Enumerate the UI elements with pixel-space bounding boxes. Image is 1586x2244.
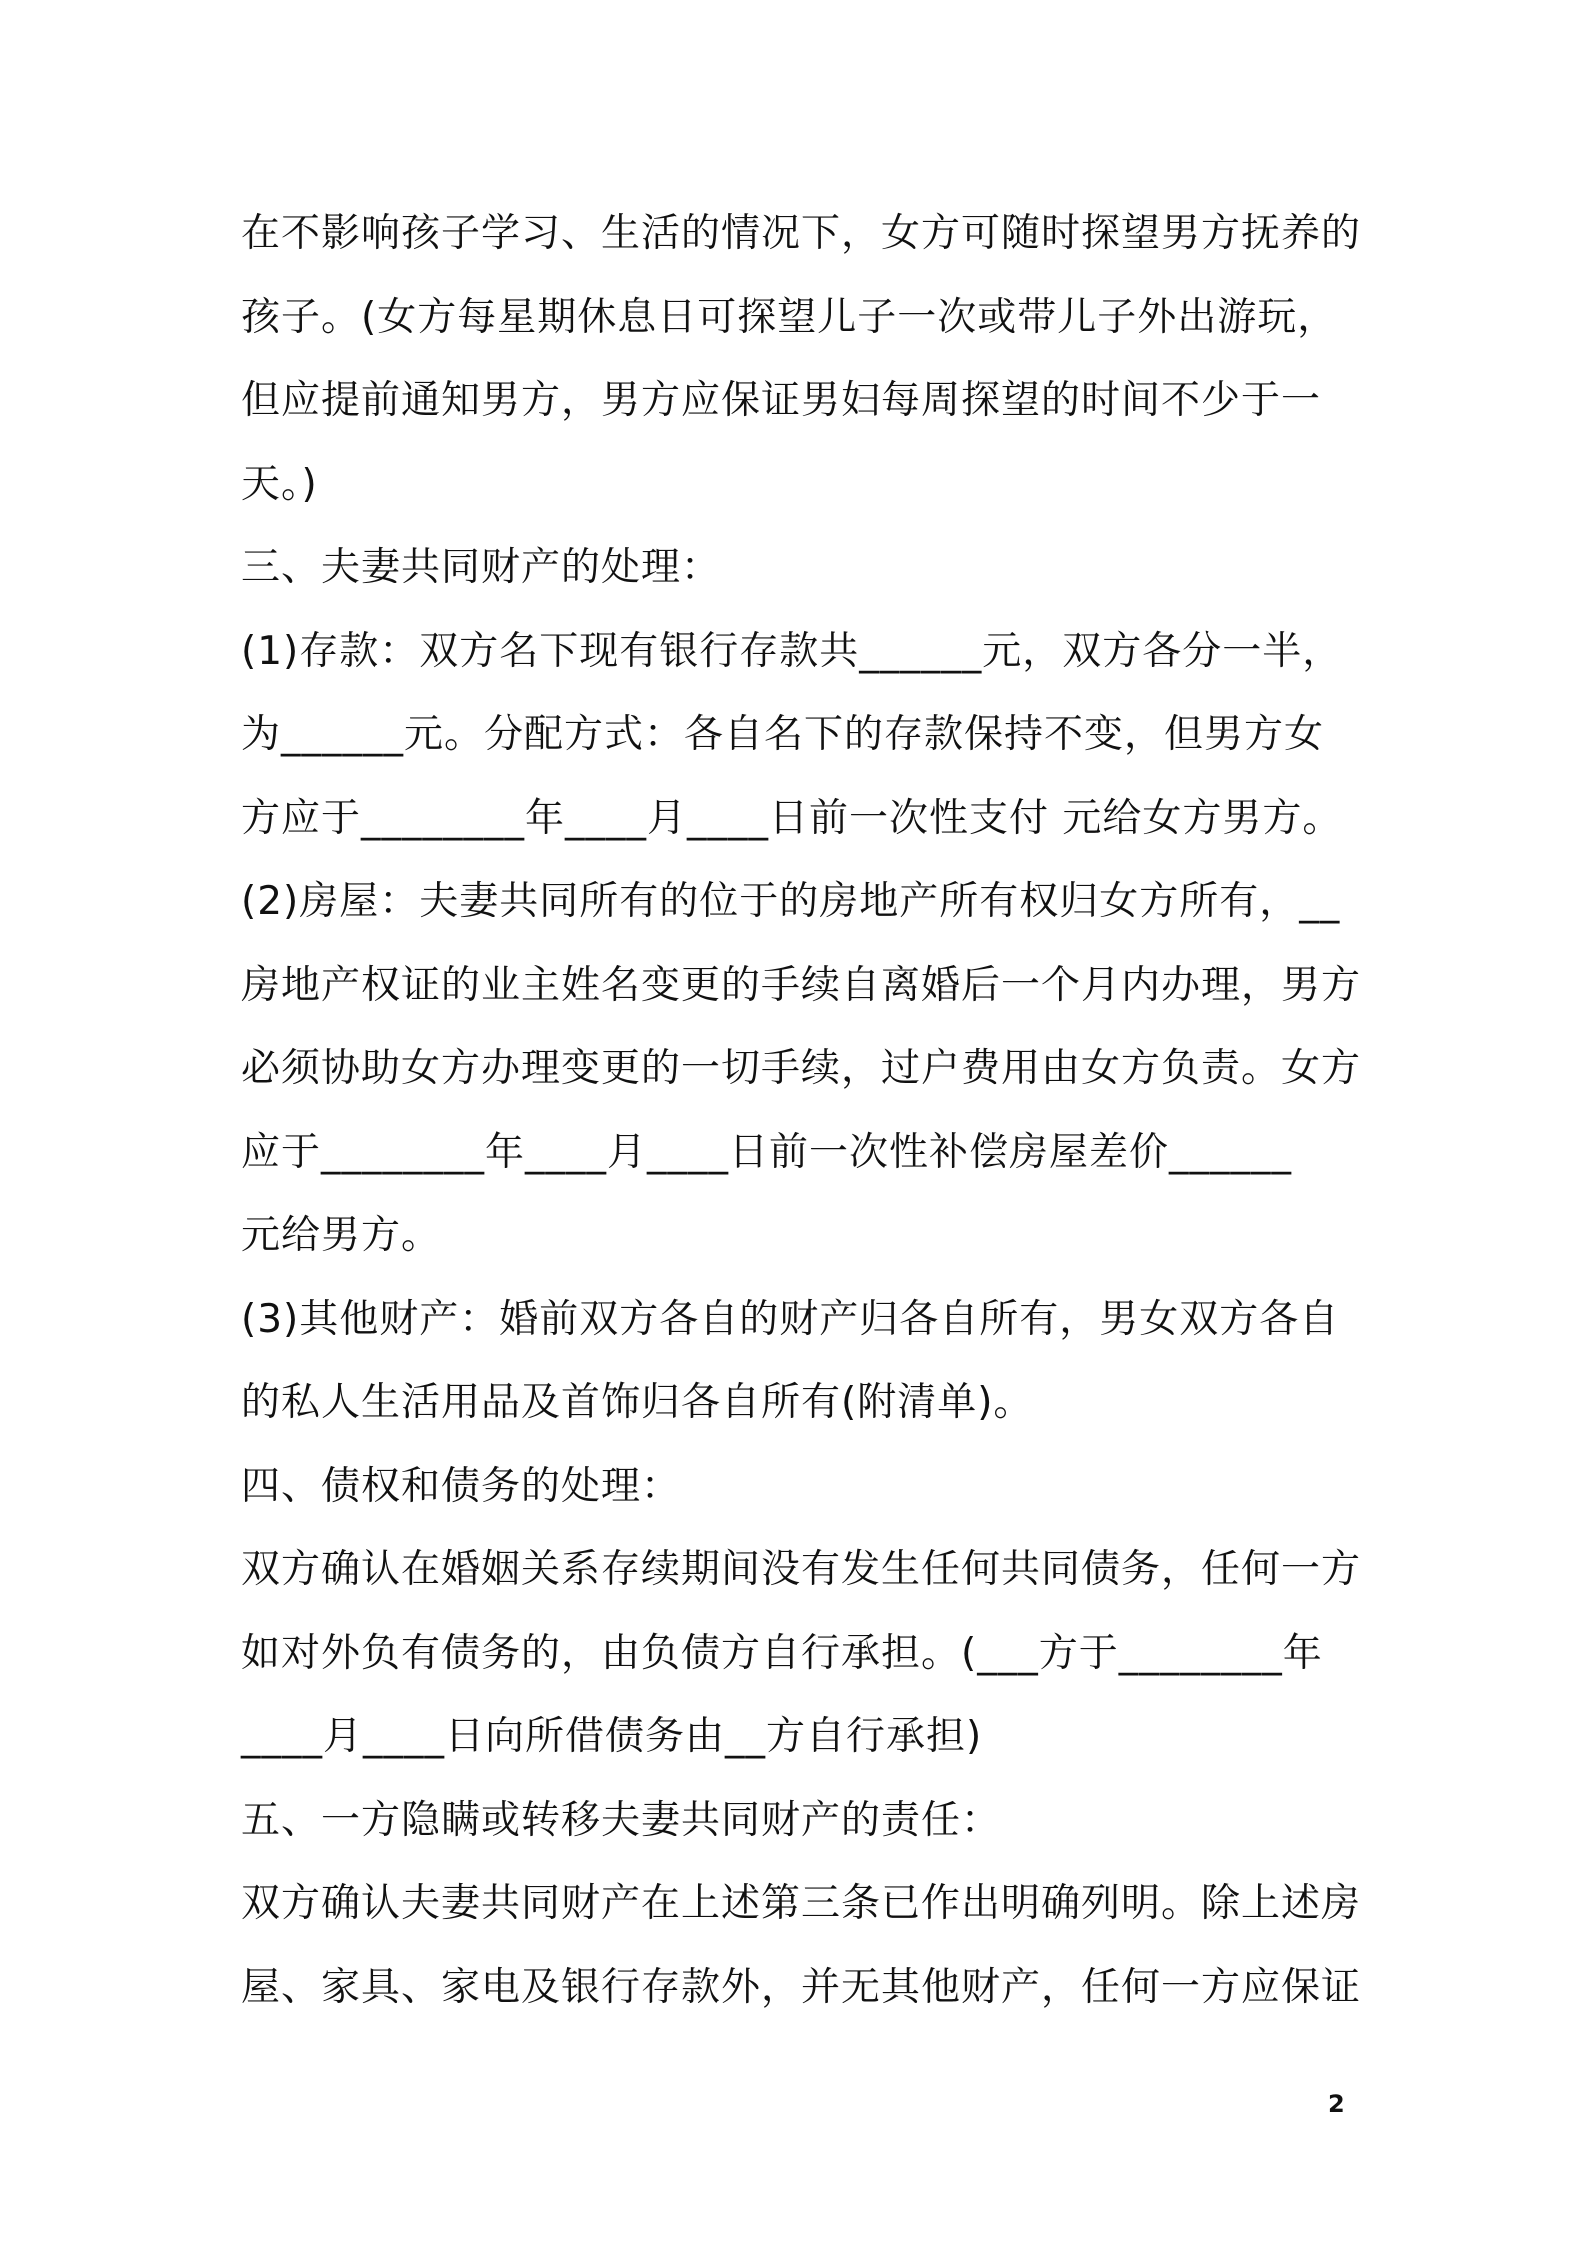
text-line: 方应于________年____月____日前一次性支付 元给女方男方。 (241, 795, 1343, 841)
text-line: 房地产权证的业主姓名变更的手续自离婚后一个月内办理，男方 (241, 962, 1362, 1008)
text-line: 在不影响孩子学习、生活的情况下，女方可随时探望男方抚养的 (241, 211, 1362, 256)
section-heading-3: 三、夫妻共同财产的处理： (241, 545, 722, 590)
text-line: 应于________年____月____日前一次性补偿房屋差价______ (241, 1129, 1293, 1175)
document-body (241, 192, 1361, 2029)
text-line: 为______元。分配方式：各自名下的存款保持不变，但男方女 (241, 712, 1325, 757)
text-line: 元给男方。 (241, 1213, 442, 1258)
text-line: 孩子。(女方每星期休息日可探望儿子一次或带儿子外出游玩， (241, 294, 1338, 340)
page-number: 2 (1328, 2090, 1345, 2118)
text-line: ____月____日向所借债务由__方自行承担) (241, 1714, 983, 1759)
text-line: 屋、家具、家电及银行存款外，并无其他财产，任何一方应保证 (241, 1964, 1362, 2010)
section-heading-5: 五、一方隐瞒或转移夫妻共同财产的责任： (241, 1797, 1002, 1843)
text-line: 必须协助女方办理变更的一切手续，过户费用由女方负责。女方 (241, 1046, 1362, 1091)
section-heading-4: 四、债权和债务的处理： (241, 1463, 682, 1509)
text-line: (3)其他财产：婚前双方各自的财产归各自所有，男女双方各自 (241, 1296, 1340, 1342)
text-line: 如对外负有债务的，由负债方自行承担。(___方于________年 (241, 1630, 1323, 1676)
text-line: 双方确认夫妻共同财产在上述第三条已作出明确列明。除上述房 (241, 1881, 1362, 1926)
text-line: 双方确认在婚姻关系存续期间没有发生任何共同债务，任何一方 (241, 1547, 1362, 1592)
text-line: (1)存款：双方名下现有银行存款共______元，双方各分一半， (241, 628, 1343, 674)
text-line: 的私人生活用品及首饰归各自所有(附清单)。 (241, 1380, 1034, 1425)
text-line: (2)房屋：夫妻共同所有的位于的房地产所有权归女方所有，__ (241, 879, 1341, 924)
text-line: 但应提前通知男方，男方应保证男妇每周探望的时间不少于一 (241, 378, 1322, 423)
text-line: 天。) (241, 461, 318, 507)
